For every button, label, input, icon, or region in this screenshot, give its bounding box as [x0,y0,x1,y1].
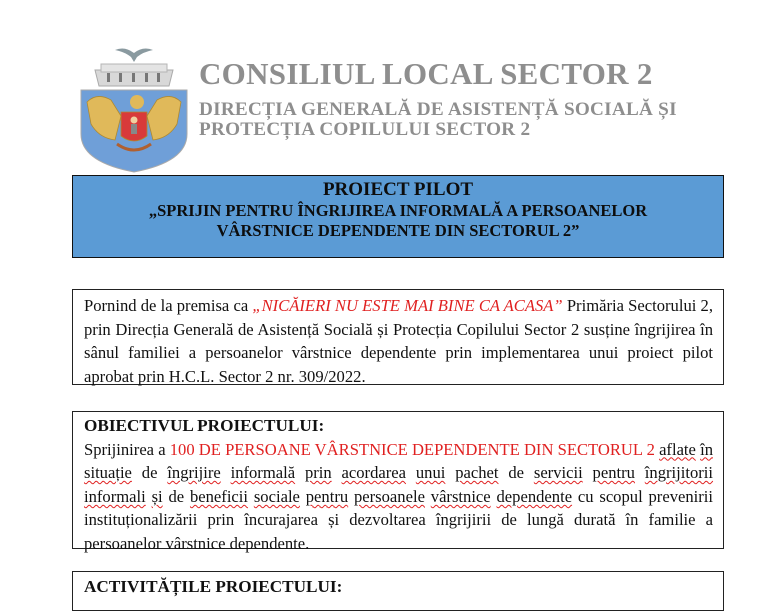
activities-box [72,571,724,611]
intro-text: Primăria Sectorului 2, prin Direcția Generală de Asistență Socială și Protecția Copilului Sector 2 susține îngrijirea în sânul familiei a persoanelor vârstnice dependente prin implementarea unui proiect pilot aprobat prin H.C.L. Sector 2 nr. 309/2022. [84,296,713,386]
objective-text: de [162,486,190,506]
activities-heading: ACTIVITĂȚILE PROIECTULUI: [84,577,343,596]
objective-text: de [131,463,168,483]
spell-word: situație [84,463,132,483]
spell-word: aflate [659,439,696,459]
project-name-line1: „SPRIJIN PENTRU ÎNGRIJIREA INFORMALĂ A PERSOANELOR [148,201,648,220]
spell-word: persoanele [353,486,425,506]
spell-word: unui [415,463,446,483]
spell-word: informală [230,463,296,483]
motto: „NICĂIERI NU ESTE MAI BINE CA ACASA” [252,296,563,315]
bucharest-coat-of-arms-logo [77,44,191,174]
objective-heading: OBIECTIVUL PROIECTULUI: [84,416,325,435]
intro-box [72,289,724,385]
org-subtitle-line1: DIRECȚIA GENERALĂ DE ASISTENȚĂ SOCIALĂ ȘI [199,99,677,120]
spell-word: prin [304,463,332,483]
project-type: PROIECT PILOT [322,179,474,200]
spell-word: pentru [305,486,349,506]
spell-word: beneficii [189,486,249,506]
spell-word: dependente [496,486,573,506]
spell-word: acordarea [341,463,406,483]
spell-word: și [151,486,163,506]
objective-box [72,411,724,553]
org-subtitle-line2: PROTECȚIA COPILULUI SECTOR 2 [199,119,531,140]
spell-word: informali [84,486,146,506]
spell-word: pachet [455,463,499,483]
spell-word: în [700,439,713,459]
org-subtitle [199,100,677,140]
intro-prefix: Pornind de la premisa ca [84,296,253,315]
spell-word: vârstnice [430,486,491,506]
spell-word: îngrijitorii [644,463,714,483]
objective-text: cu scopul prevenirii instituționalizării prin încurajarea și dezvoltarea îngrijirii de lungă durată în familie a persoanelor vârstnice dependente. [84,486,714,553]
objective-text: de [498,463,534,483]
spell-word: îngrijire [167,463,221,483]
project-name-line2: VÂRSTNICE DEPENDENTE DIN SECTORUL 2” [216,221,580,240]
spell-word: pentru [592,463,635,483]
objective-prefix: Sprijinirea a [84,439,170,459]
org-title: CONSILIUL LOCAL SECTOR 2 [199,56,653,91]
project-title-box [72,175,724,258]
spell-word: sociale [253,486,300,506]
spell-word: servicii [533,463,583,483]
objective-highlight: 100 DE PERSOANE VÂRSTNICE DEPENDENTE DIN SECTORUL 2 [169,439,655,459]
